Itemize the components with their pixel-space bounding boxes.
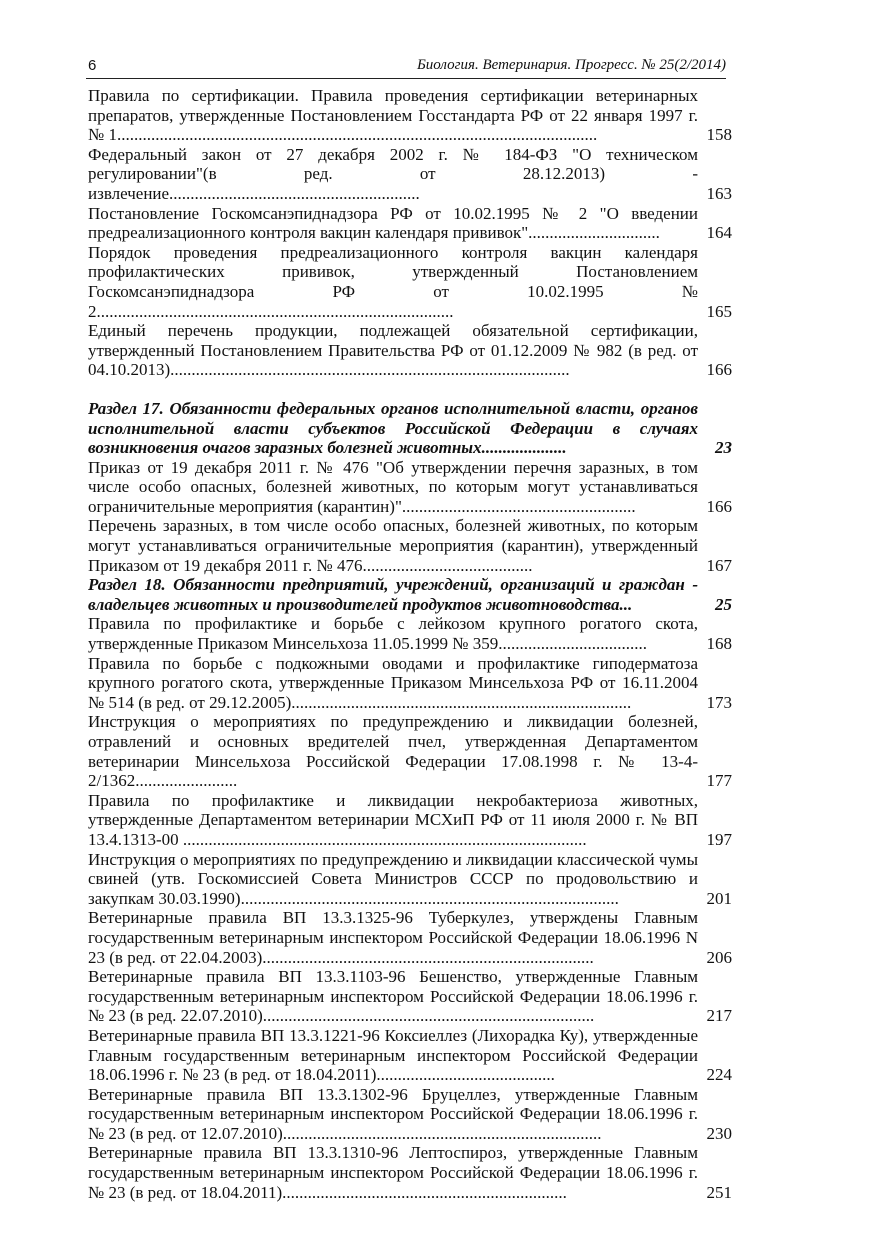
toc-entry-text: Федеральный закон от 27 декабря 2002 г. № 184-ФЗ "О техническом регулировании"(в ред. от 28.12.2013) - извлечение........................................................... xyxy=(88,144,698,203)
toc-entry-text: Ветеринарные правила ВП 13.3.1221-96 Коксиеллез (Лихорадка Ку), утвержденные Главным государственным ветеринарным инспектором Российской Федерации 18.06.1996 г. № 23 (в ред. от 18.04.2011).......................................... xyxy=(88,1025,698,1085)
toc-entry xyxy=(88,791,736,850)
toc-entry-text: Инструкция о мероприятиях по предупреждению и ликвидации классической чумы свиней (утв. Госкомиссией Совета Министров СССР по продовольствию и закупкам 30.03.1990)......................................................................................... xyxy=(88,849,698,908)
toc-entry xyxy=(88,967,736,1026)
toc-entry xyxy=(88,1143,736,1202)
toc-page-number: 165 xyxy=(706,301,732,321)
toc-entry-text: Ветеринарные правила ВП 13.3.1103-96 Бешенство, утвержденные Главным государственным ветеринарным инспектором Российской Федерации 18.06.1996 г. № 23 (в ред. 22.07.2010).............................................................................. xyxy=(88,967,698,1026)
toc-page-number: 163 xyxy=(706,183,732,203)
header-rule xyxy=(86,78,726,79)
toc-entry-text: Правила по профилактике и борьбе с лейкозом крупного рогатого скота, утвержденные Приказом Минсельхоза 11.05.1999 № 359................................... xyxy=(88,614,698,654)
toc-entry-text: Правила по борьбе с подкожными оводами и профилактике гиподерматоза крупного рогатого скота, утвержденные Приказом Минсельхоза РФ от 16.11.2004 № 514 (в ред. от 29.12.2005)................................................................................ xyxy=(88,653,698,712)
toc-page-number: 166 xyxy=(706,360,732,380)
toc-section-heading xyxy=(88,399,736,458)
toc-page-number: 251 xyxy=(706,1182,732,1202)
toc-entry xyxy=(88,204,736,243)
toc-page-number: 168 xyxy=(706,634,732,654)
toc-entry xyxy=(88,321,736,380)
toc-entry xyxy=(88,908,736,967)
toc-entry xyxy=(88,654,736,713)
toc-entry xyxy=(88,712,736,790)
toc-entry-text: Единый перечень продукции, подлежащей обязательной сертификации, утвержденный Постановлением Правительства РФ от 01.12.2009 № 982 (в ред. от 04.10.2013).............................................................................................. xyxy=(88,321,698,380)
toc-entry xyxy=(88,516,736,575)
toc-entry-text: Порядок проведения предреализационного контроля вакцин календаря профилактических прививок, утвержденный Постановлением Госкомсанэпиднадзора РФ от 10.02.1995 № 2.................................................................................... xyxy=(88,242,698,321)
toc-section-text: Раздел 18. Обязанности предприятий, учреждений, организаций и граждан - владельцев животных и производителей продуктов животноводства... xyxy=(88,575,698,614)
page-number: 6 xyxy=(88,57,97,74)
toc-entry xyxy=(88,145,736,204)
toc-section-text: Раздел 17. Обязанности федеральных органов исполнительной власти, органов исполнительной власти субъектов Российской Федерации в случаях возникновения очагов заразных болезней животных.................... xyxy=(88,398,698,458)
toc-page-number: 166 xyxy=(706,496,732,516)
toc-entry xyxy=(88,86,736,145)
toc-entry-text: Ветеринарные правила ВП 13.3.1310-96 Лептоспироз, утвержденные Главным государственным ветеринарным инспектором Российской Федерации 18.06.1996 г. № 23 (в ред. от 18.04.2011)................................................................... xyxy=(88,1143,698,1202)
toc-entry xyxy=(88,1085,736,1144)
toc-page-number: 158 xyxy=(706,125,732,145)
toc-page-number: 164 xyxy=(706,223,732,243)
toc-entry-text: Ветеринарные правила ВП 13.3.1325-96 Туберкулез, утверждены Главным государственным ветеринарным инспектором Российской Федерации 18.06.1996 N 23 (в ред. от 22.04.2003).............................................................................. xyxy=(88,908,698,967)
spacer xyxy=(88,380,736,399)
toc-entry-text: Инструкция о мероприятиях по предупреждению и ликвидации болезней, отравлений и основных вредителей пчел, утвержденная Департаментом ветеринарии Минсельхоза Российской Федерации 17.08.1998 г. № 13-4-2/1362........................ xyxy=(88,712,698,791)
toc-page-number: 206 xyxy=(706,947,732,967)
toc-page-number: 173 xyxy=(706,692,732,712)
toc-page-number: 230 xyxy=(706,1123,732,1143)
toc-entry-text: Перечень заразных, в том числе особо опасных, болезней животных, по которым могут устанавливаться ограничительные мероприятия (карантин), утвержденный Приказом от 19 декабря 2011 г. № 476........................................ xyxy=(88,516,698,575)
journal-title: Биология. Ветеринария. Прогресс. № 25(2/2014) xyxy=(416,57,726,73)
toc-entry-text: Ветеринарные правила ВП 13.3.1302-96 Бруцеллез, утвержденные Главным государственным ветеринарным инспектором Российской Федерации 18.06.1996 г. № 23 (в ред. от 12.07.2010)........................................................................... xyxy=(88,1084,698,1143)
toc-entry xyxy=(88,850,736,909)
toc-page-number: 167 xyxy=(706,555,732,575)
toc-page-number: 217 xyxy=(706,1006,732,1026)
toc-page-number: 25 xyxy=(715,594,732,614)
toc-entry xyxy=(88,614,736,653)
toc-entry xyxy=(88,1026,736,1085)
toc-entry xyxy=(88,243,736,321)
toc-entry-text: Постановление Госкомсанэпиднадзора РФ от 10.02.1995 № 2 "О введении предреализационного контроля вакцин календаря прививок"............................... xyxy=(88,203,698,243)
toc-entry-text: Правила по сертификации. Правила проведения сертификации ветеринарных препаратов, утвержденные Постановлением Госстандарта РФ от 22 января 1997 г. № 1................................................................................................................. xyxy=(88,86,698,145)
toc-entry xyxy=(88,458,736,517)
toc-entry-text: Правила по профилактике и ликвидации некробактериоза животных, утвержденные Департаментом ветеринарии МСХиП РФ от 11 июля 2000 г. № ВП 13.4.1313-00 ............................................................................................... xyxy=(88,790,698,849)
toc-page-number: 201 xyxy=(706,888,732,908)
toc-page-number: 224 xyxy=(706,1065,732,1085)
table-of-contents xyxy=(88,86,736,1202)
toc-page-number: 23 xyxy=(715,438,732,458)
toc-section-heading xyxy=(88,575,736,614)
toc-page-number: 197 xyxy=(706,829,732,849)
toc-entry-text: Приказ от 19 декабря 2011 г. № 476 "Об утверждении перечня заразных, в том числе особо опасных, болезней животных, по которым могут устанавливаться ограничительные мероприятия (карантин)"....................................................... xyxy=(88,457,698,516)
toc-page-number: 177 xyxy=(706,771,732,791)
